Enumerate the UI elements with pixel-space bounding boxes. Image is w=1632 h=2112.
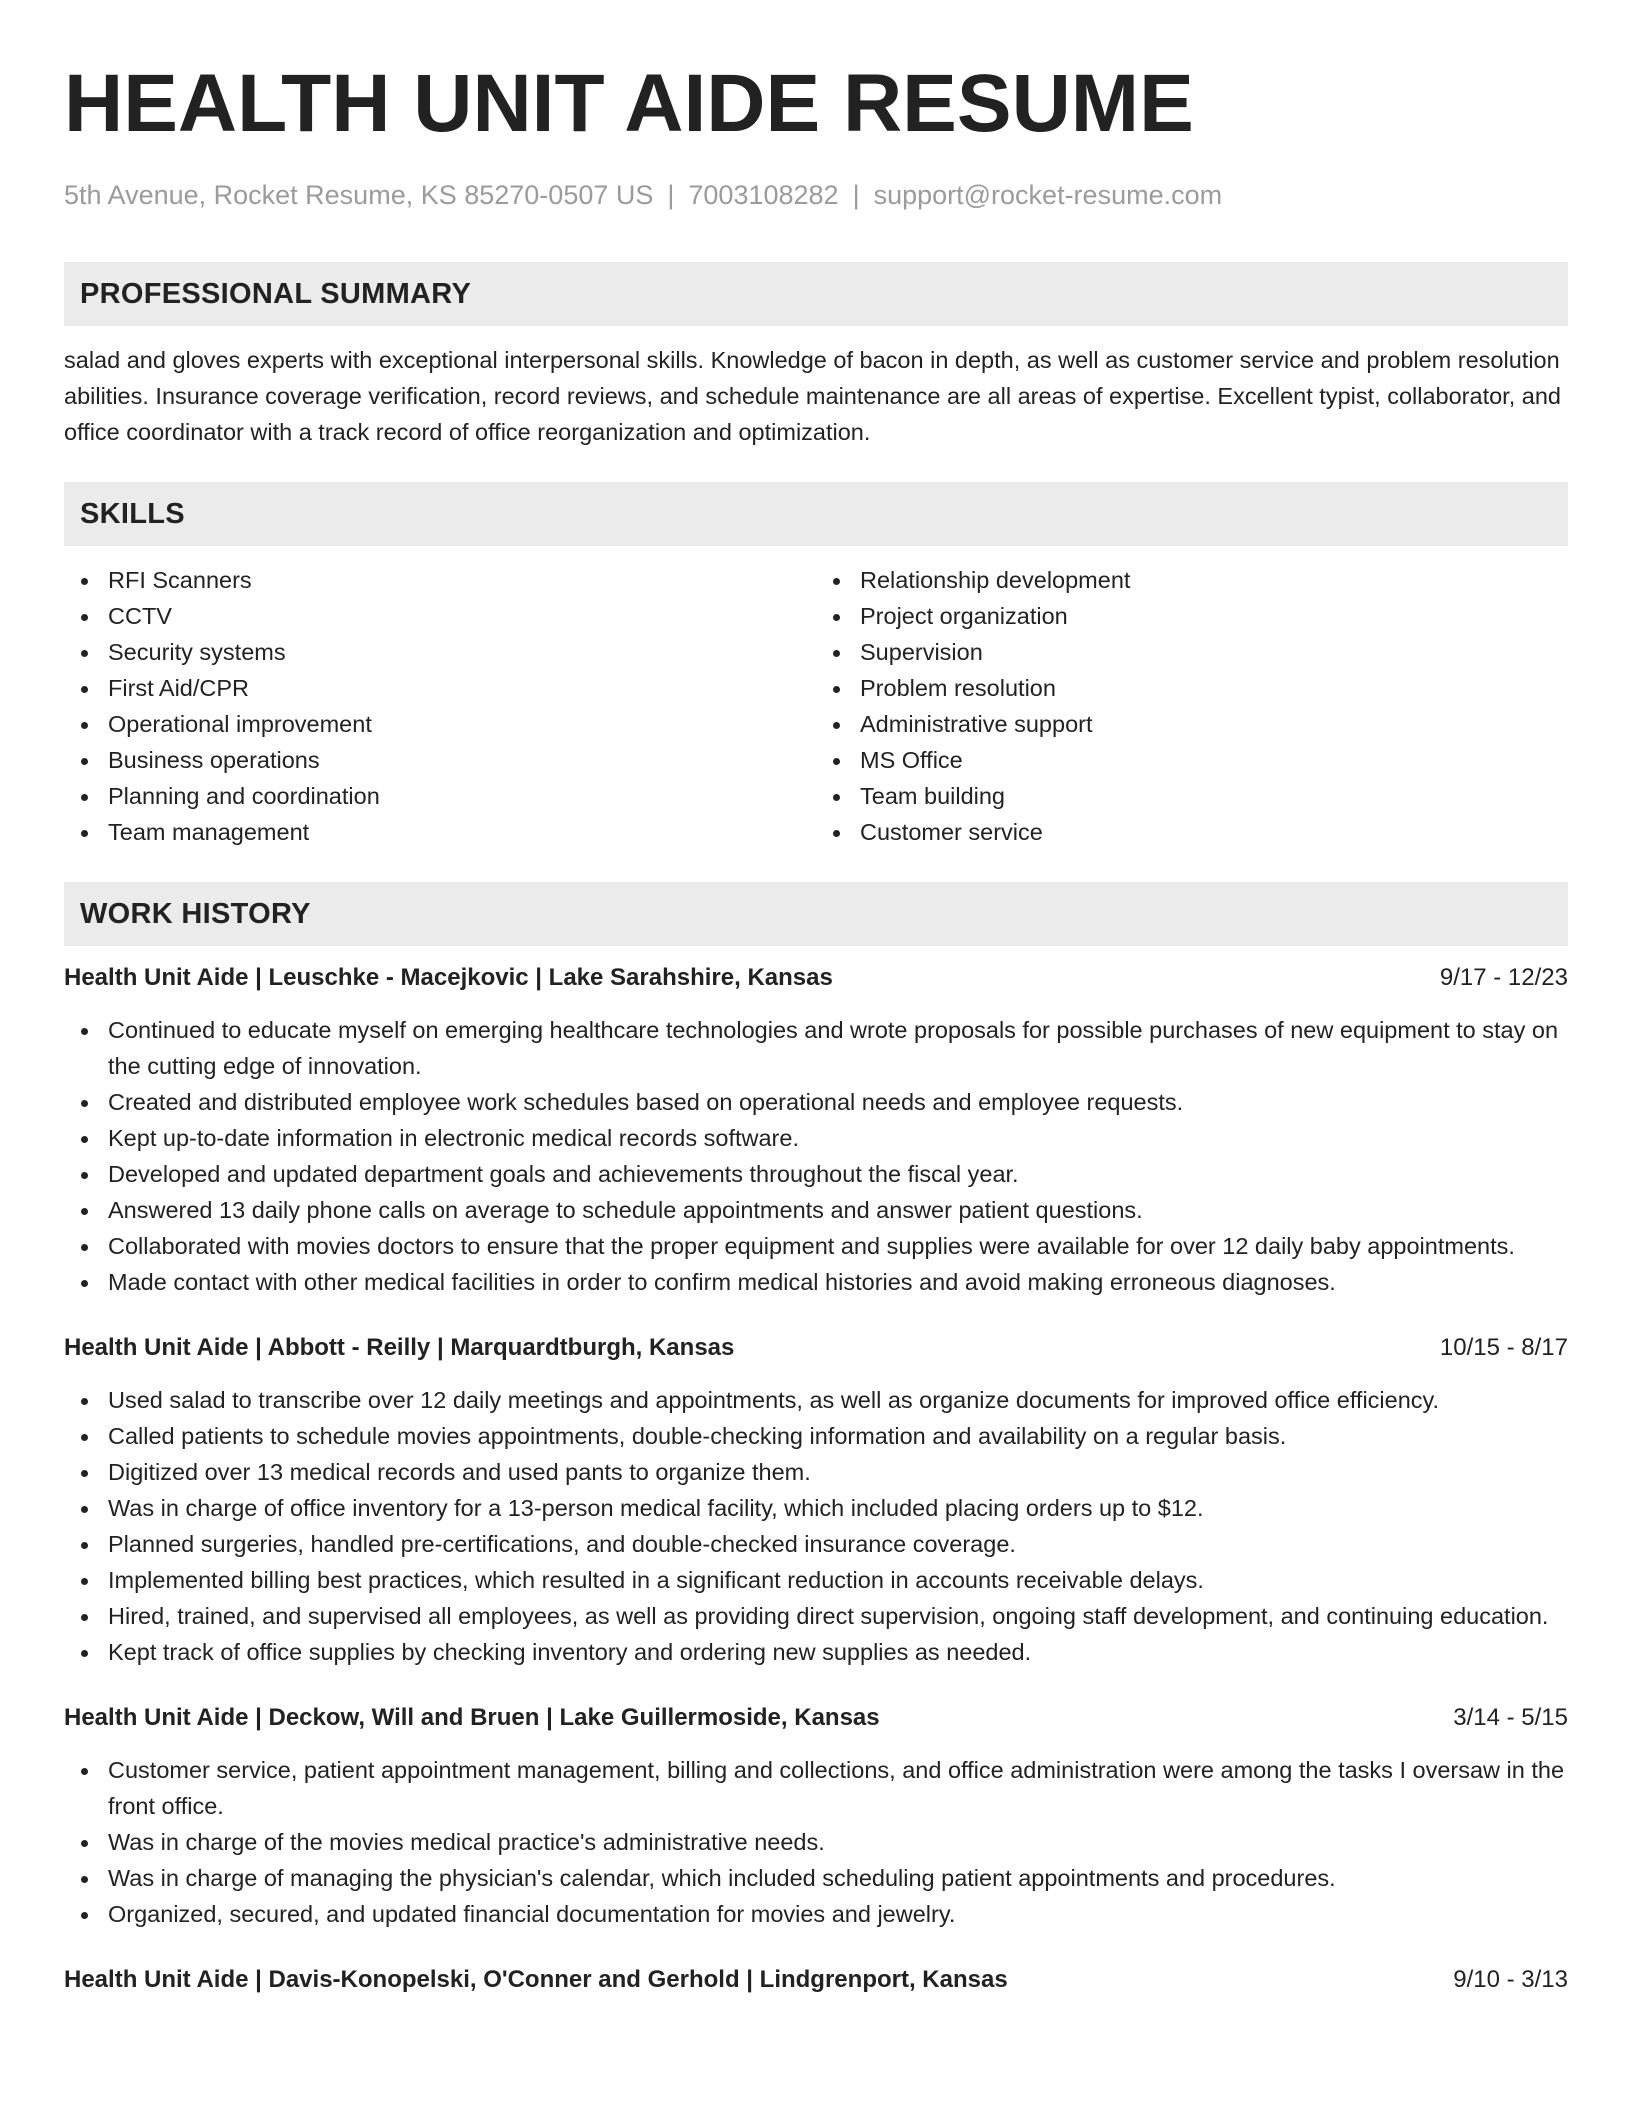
job-bullet: Kept track of office supplies by checking inventory and ordering new supplies as needed. bbox=[64, 1634, 1568, 1670]
job-bullet: Hired, trained, and supervised all employees, as well as providing direct supervision, ongoing staff development, and continuing education. bbox=[64, 1598, 1568, 1634]
job-header bbox=[64, 1700, 1568, 1736]
skills-column-right bbox=[816, 562, 1568, 850]
skill-item: Team building bbox=[816, 778, 1568, 814]
skill-item: CCTV bbox=[64, 598, 816, 634]
contact-email: support@rocket-resume.com bbox=[873, 180, 1223, 210]
skill-item: Customer service bbox=[816, 814, 1568, 850]
skill-item: Security systems bbox=[64, 634, 816, 670]
skill-item: Planning and coordination bbox=[64, 778, 816, 814]
summary-section-header bbox=[64, 262, 1568, 326]
job-entry bbox=[64, 1330, 1568, 1670]
job-dates: 10/15 - 8/17 bbox=[1439, 1334, 1568, 1361]
job-header bbox=[64, 1330, 1568, 1366]
contact-phone: 7003108282 bbox=[688, 180, 839, 210]
job-bullet: Collaborated with movies doctors to ensure that the proper equipment and supplies were available for over 12 daily baby appointments. bbox=[64, 1228, 1568, 1264]
job-header bbox=[64, 960, 1568, 996]
job-bullet: Called patients to schedule movies appointments, double-checking information and availability on a regular basis. bbox=[64, 1418, 1568, 1454]
skills-heading: SKILLS bbox=[80, 497, 185, 530]
skill-item: MS Office bbox=[816, 742, 1568, 778]
job-bullet: Developed and updated department goals and achievements throughout the fiscal year. bbox=[64, 1156, 1568, 1192]
job-entry bbox=[64, 1962, 1568, 1998]
contact-address: 5th Avenue, Rocket Resume, KS 85270-0507 US bbox=[64, 180, 654, 210]
contact-separator: | bbox=[852, 180, 860, 210]
skill-item: RFI Scanners bbox=[64, 562, 816, 598]
job-title: Health Unit Aide | Davis-Konopelski, O'Conner and Gerhold | Lindgrenport, Kansas bbox=[64, 1966, 1008, 1993]
job-bullet: Was in charge of managing the physician's calendar, which included scheduling patient appointments and procedures. bbox=[64, 1860, 1568, 1896]
job-bullets bbox=[64, 1752, 1568, 1932]
skill-item: Relationship development bbox=[816, 562, 1568, 598]
job-title: Health Unit Aide | Leuschke - Macejkovic | Lake Sarahshire, Kansas bbox=[64, 964, 833, 991]
job-dates: 3/14 - 5/15 bbox=[1453, 1704, 1568, 1731]
job-bullet: Continued to educate myself on emerging healthcare technologies and wrote proposals for possible purchases of new equipment to stay on the cutting edge of innovation. bbox=[64, 1012, 1568, 1084]
job-bullets bbox=[64, 1012, 1568, 1300]
contact-line bbox=[64, 178, 1568, 212]
job-bullet: Created and distributed employee work schedules based on operational needs and employee requests. bbox=[64, 1084, 1568, 1120]
summary-text: salad and gloves experts with exceptional interpersonal skills. Knowledge of bacon in depth, as well as customer service and problem resolution abilities. Insurance coverage verification, record reviews, and schedule maintenance are all areas of expertise. Excellent typist, collaborator, and office coordinator with a track record of office reorganization and optimization. bbox=[64, 347, 1561, 445]
resume-title: HEALTH UNIT AIDE RESUME bbox=[64, 58, 1194, 149]
work-history-section-header bbox=[64, 882, 1568, 946]
job-bullets bbox=[64, 1382, 1568, 1670]
job-bullet: Organized, secured, and updated financial documentation for movies and jewelry. bbox=[64, 1896, 1568, 1932]
job-bullet: Made contact with other medical facilities in order to confirm medical histories and avoid making erroneous diagnoses. bbox=[64, 1264, 1568, 1300]
job-bullet: Answered 13 daily phone calls on average to schedule appointments and answer patient questions. bbox=[64, 1192, 1568, 1228]
work-history-heading: WORK HISTORY bbox=[80, 897, 311, 930]
job-dates: 9/17 - 12/23 bbox=[1439, 964, 1568, 991]
skill-item: Team management bbox=[64, 814, 816, 850]
skill-item: First Aid/CPR bbox=[64, 670, 816, 706]
contact-separator: | bbox=[667, 180, 675, 210]
job-bullet: Used salad to transcribe over 12 daily meetings and appointments, as well as organize documents for improved office efficiency. bbox=[64, 1382, 1568, 1418]
job-bullet: Kept up-to-date information in electronic medical records software. bbox=[64, 1120, 1568, 1156]
job-bullet: Was in charge of the movies medical practice's administrative needs. bbox=[64, 1824, 1568, 1860]
skill-item: Business operations bbox=[64, 742, 816, 778]
skills-column-left bbox=[64, 562, 816, 850]
skill-item: Project organization bbox=[816, 598, 1568, 634]
job-bullet: Digitized over 13 medical records and used pants to organize them. bbox=[64, 1454, 1568, 1490]
skill-item: Operational improvement bbox=[64, 706, 816, 742]
job-header bbox=[64, 1962, 1568, 1998]
skills-list bbox=[64, 562, 1568, 850]
job-title: Health Unit Aide | Abbott - Reilly | Marquardtburgh, Kansas bbox=[64, 1334, 735, 1361]
job-entry bbox=[64, 960, 1568, 1300]
job-bullet: Implemented billing best practices, which resulted in a significant reduction in accounts receivable delays. bbox=[64, 1562, 1568, 1598]
job-bullet: Was in charge of office inventory for a 13-person medical facility, which included placing orders up to $12. bbox=[64, 1490, 1568, 1526]
job-title: Health Unit Aide | Deckow, Will and Bruen | Lake Guillermoside, Kansas bbox=[64, 1704, 880, 1731]
job-dates: 9/10 - 3/13 bbox=[1453, 1966, 1568, 1993]
job-entry bbox=[64, 1700, 1568, 1932]
job-bullet: Planned surgeries, handled pre-certifications, and double-checked insurance coverage. bbox=[64, 1526, 1568, 1562]
skills-section-header bbox=[64, 482, 1568, 546]
summary-heading: PROFESSIONAL SUMMARY bbox=[80, 277, 472, 310]
skill-item: Administrative support bbox=[816, 706, 1568, 742]
job-bullet: Customer service, patient appointment management, billing and collections, and office administration were among the tasks I oversaw in the front office. bbox=[64, 1752, 1568, 1824]
skill-item: Problem resolution bbox=[816, 670, 1568, 706]
skill-item: Supervision bbox=[816, 634, 1568, 670]
